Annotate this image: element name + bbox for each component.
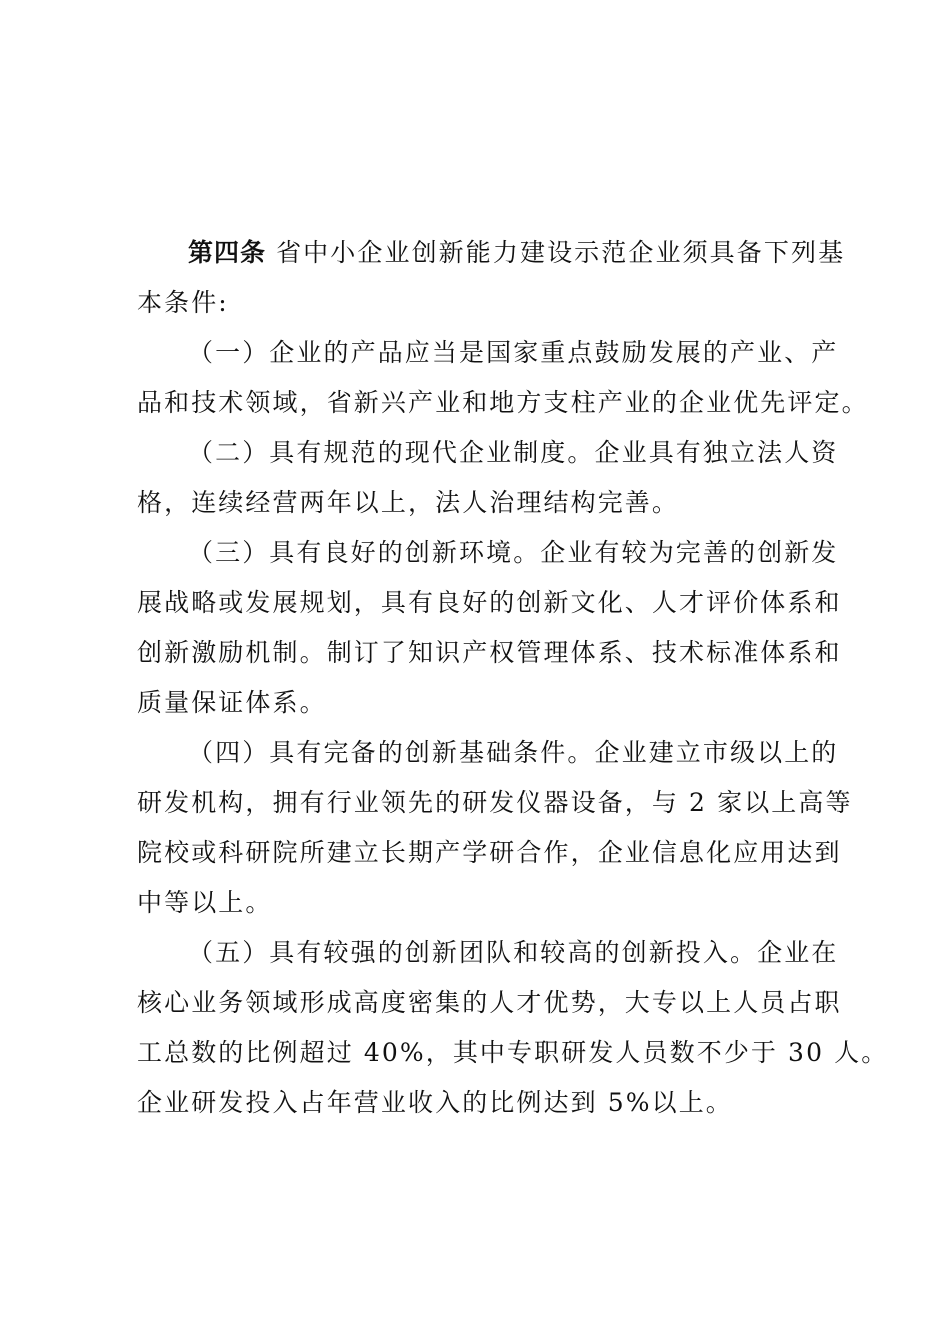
article-intro-line-2: 本条件: bbox=[137, 288, 229, 317]
item-1-line-1: （一）企业的产品应当是国家重点鼓励发展的产业、产 bbox=[188, 338, 839, 367]
item-5-line-3: 工总数的比例超过 40%，其中专职研发人员数不少于 30 人。 bbox=[137, 1038, 889, 1067]
article-first-line bbox=[188, 233, 845, 273]
item-2-line-1: （二）具有规范的现代企业制度。企业具有独立法人资 bbox=[188, 438, 839, 467]
item-5-line-1: （五）具有较强的创新团队和较高的创新投入。企业在 bbox=[188, 938, 839, 967]
item-4-line-3: 院校或科研院所建立长期产学研合作，企业信息化应用达到 bbox=[137, 838, 842, 867]
item-3-line-1: （三）具有良好的创新环境。企业有较为完善的创新发 bbox=[188, 538, 839, 567]
item-3-line-3: 创新激励机制。制订了知识产权管理体系、技术标准体系和 bbox=[137, 638, 842, 667]
article-heading: 第四条 bbox=[188, 238, 267, 267]
article-intro-text: 省中小企业创新能力建设示范企业须具备下列基 bbox=[276, 238, 846, 267]
item-5-line-4: 企业研发投入占年营业收入的比例达到 5%以上。 bbox=[137, 1088, 733, 1117]
item-3-line-4: 质量保证体系。 bbox=[137, 688, 327, 717]
item-1-line-2: 品和技术领域，省新兴产业和地方支柱产业的企业优先评定。 bbox=[137, 388, 869, 417]
item-4-line-1: （四）具有完备的创新基础条件。企业建立市级以上的 bbox=[188, 738, 839, 767]
item-3-line-2: 展战略或发展规划，具有良好的创新文化、人才评价体系和 bbox=[137, 588, 842, 617]
item-2-line-2: 格，连续经营两年以上，法人治理结构完善。 bbox=[137, 488, 680, 517]
item-4-line-4: 中等以上。 bbox=[137, 888, 273, 917]
item-5-line-2: 核心业务领域形成高度密集的人才优势，大专以上人员占职 bbox=[137, 988, 842, 1017]
item-4-line-2: 研发机构，拥有行业领先的研发仪器设备，与 2 家以上高等 bbox=[137, 788, 853, 817]
